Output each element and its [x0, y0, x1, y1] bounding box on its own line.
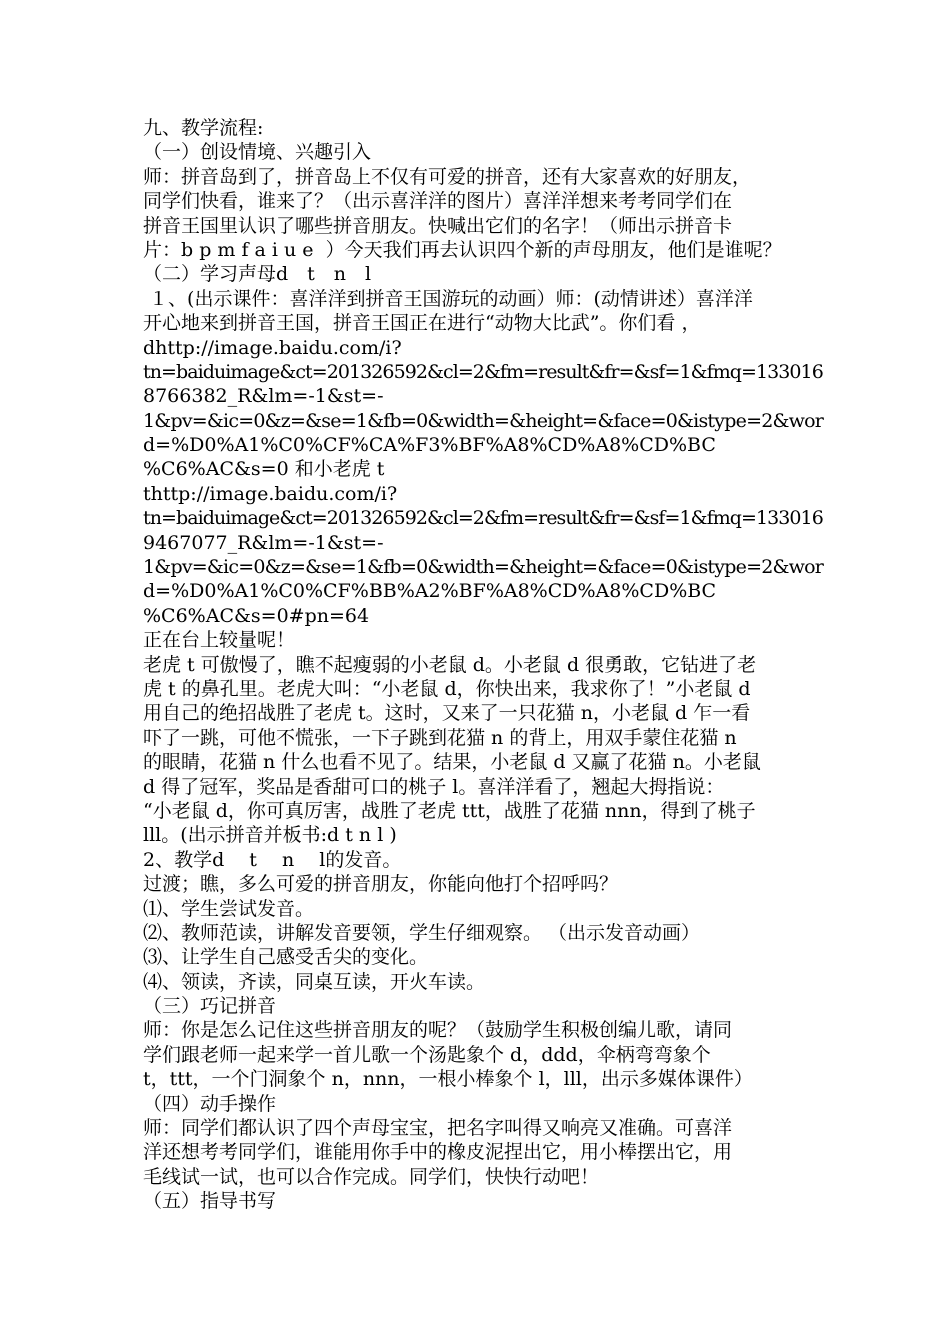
text-line: １、(出示课件：喜洋洋到拼音王国游玩的动画）师：(动情讲述）喜洋洋 — [143, 287, 753, 310]
text-line: tn=baiduimage&ct=201326592&cl=2&fm=result&fr=&sf=1&fmq=133016 — [143, 360, 823, 383]
text-line: （四）动手操作 — [143, 1092, 277, 1115]
text-line: 1&pv=&ic=0&z=&se=1&fb=0&width=&height=&face=0&istype=2&wor — [143, 556, 824, 579]
text-line: （五）指导书写 — [143, 1190, 277, 1213]
text-line: 片：b p m f a i u e ）今天我们再去认识四个新的声母朋友，他们是谁呢？ — [143, 238, 782, 261]
text-line: 9467077_R&lm=-1&st=- — [143, 531, 384, 554]
text-line: 1&pv=&ic=0&z=&se=1&fb=0&width=&height=&face=0&istype=2&wor — [143, 409, 824, 432]
text-line: 正在台上较量呢！ — [143, 629, 296, 652]
text-line: ⑷、领读，齐读，同桌互读，开火车读。 — [143, 970, 486, 993]
text-line: 过渡；瞧，多么可爱的拼音朋友，你能向他打个招呼吗？ — [143, 873, 619, 896]
text-line: 用自己的绝招战胜了老虎 t。这时，又来了一只花猫 n，小老鼠 d 乍一看 — [143, 702, 751, 725]
text-line: 拼音王国里认识了哪些拼音朋友。快喊出它们的名字！（师出示拼音卡 — [143, 214, 733, 237]
text-line: 的眼睛，花猫 n 什么也看不见了。结果，小老鼠 d 又赢了花猫 n。小老鼠 — [143, 751, 761, 774]
text-line: （一）创设情境、兴趣引入 — [143, 141, 372, 164]
text-line: d 得了冠军，奖品是香甜可口的桃子 l。喜洋洋看了，翘起大拇指说： — [143, 775, 725, 798]
text-line: 虎 t 的鼻孔里。老虎大叫：“小老鼠 d，你快出来，我求你了！”小老鼠 d — [143, 677, 751, 700]
text-line: （三）巧记拼音 — [143, 995, 277, 1018]
text-line: 8766382_R&lm=-1&st=- — [143, 385, 384, 408]
text-line: 师：同学们都认识了四个声母宝宝，把名字叫得又响亮又准确。可喜洋 — [143, 1117, 733, 1140]
text-line: ⑵、教师范读，讲解发音要领，学生仔细观察。 （出示发音动画） — [143, 921, 701, 944]
text-line: 学们跟老师一起来学一首儿歌一个汤匙象个 d，ddd，伞柄弯弯象个 — [143, 1043, 711, 1066]
text-line: thttp://image.baidu.com/i? — [143, 482, 398, 505]
text-line: %C6%AC&s=0 和小老虎 t — [143, 458, 385, 481]
text-line: 毛线试一试，也可以合作完成。同学们，快快行动吧！ — [143, 1165, 600, 1188]
text-line: lll。(出示拼音并板书:d t n l ) — [143, 824, 397, 847]
text-line: 吓了一跳，可他不慌张，一下子跳到花猫 n 的背上，用双手蒙住花猫 n — [143, 726, 737, 749]
text-line: （二）学习声母d t n l — [143, 263, 372, 286]
text-line: t，ttt，一个门洞象个 n，nnn，一根小棒象个 l，lll，出示多媒体课件） — [143, 1068, 753, 1091]
text-line: ⑴、学生尝试发音。 — [143, 897, 315, 920]
text-line: ⑶、让学生自己感受舌尖的变化。 — [143, 946, 429, 969]
text-line: %C6%AC&s=0#pn=64 — [143, 604, 370, 627]
text-line: tn=baiduimage&ct=201326592&cl=2&fm=result&fr=&sf=1&fmq=133016 — [143, 507, 823, 530]
document-body — [143, 116, 823, 1214]
text-line: 开心地来到拼音王国，拼音王国正在进行“动物大比武”。你们看 ， — [143, 312, 701, 335]
text-line: 九、教学流程: — [143, 117, 264, 139]
text-line: “小老鼠 d，你可真厉害，战胜了老虎 ttt，战胜了花猫 nnn，得到了桃子 — [143, 799, 756, 822]
text-line: 老虎 t 可傲慢了，瞧不起瘦弱的小老鼠 d。小老鼠 d 很勇敢，它钻进了老 — [143, 653, 757, 676]
text-line: 2、教学d t n l的发音。 — [143, 848, 402, 871]
text-line: 同学们快看，谁来了？（出示喜洋洋的图片）喜洋洋想来考考同学们在 — [143, 190, 733, 213]
text-line: 洋还想考考同学们，谁能用你手中的橡皮泥捏出它，用小棒摆出它，用 — [143, 1141, 733, 1164]
text-line: dhttp://image.baidu.com/i? — [143, 336, 402, 359]
text-line: d=%D0%A1%C0%CF%BB%A2%BF%A8%CD%A8%CD%BC — [143, 580, 717, 603]
text-line: 师：你是怎么记住这些拼音朋友的呢？（鼓励学生积极创编儿歌，请同 — [143, 1019, 733, 1042]
text-line: d=%D0%A1%C0%CF%CA%F3%BF%A8%CD%A8%CD%BC — [143, 434, 716, 457]
text-line: 师：拼音岛到了，拼音岛上不仅有可爱的拼音，还有大家喜欢的好朋友， — [143, 165, 752, 188]
